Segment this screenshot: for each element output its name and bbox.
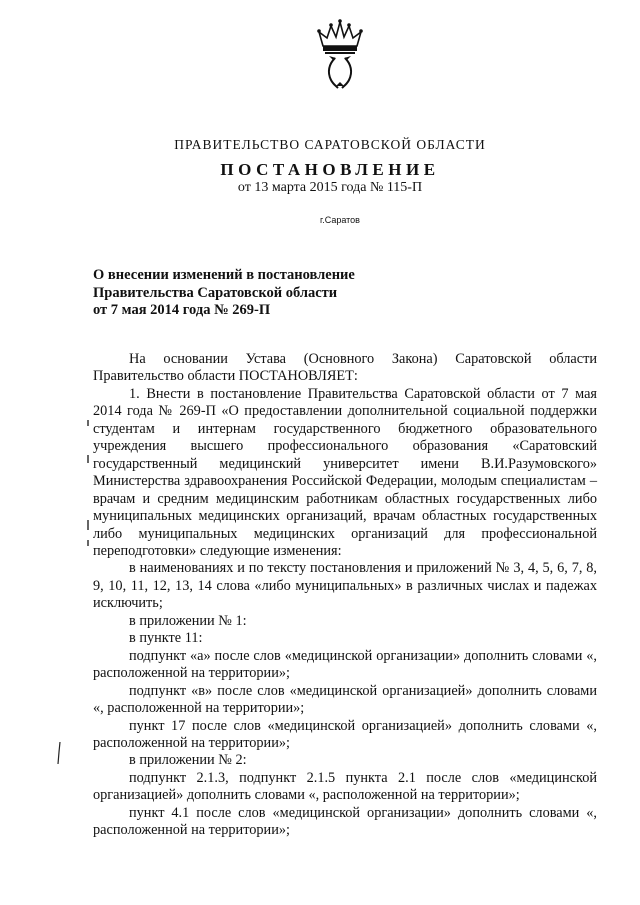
document-body — [93, 351, 597, 840]
body-paragraph: в наименованиях и по тексту постановления и приложений № 3, 4, 5, 6, 7, 8, 9, 10, 11, 12, 13, 14 слова «либо муниципальных» в различных числах и падежах исключить; — [93, 560, 597, 612]
body-paragraph: 1. Внести в постановление Правительства Саратовской области от 7 мая 2014 года № 269-П «О предоставлении дополнительной социальной поддержки студентам и интернам государственного бюджетного образовательного учреждения высшего профессионального образования «Саратовский государственный медицинский университет имени В.И.Разумовского» Министерства здравоохранения Российской Федерации, молодым специалистам – врачам и средним медицинским работникам областных государственных либо муниципальных медицинских организаций, врачам областных государственных либо муниципальных медицинских организаций для профессиональной переподготовки» следующие изменения: — [93, 385, 597, 559]
body-paragraph: подпункт «в» после слов «медицинской организацией» дополнить словами «, расположенной на территории»; — [93, 682, 597, 717]
body-paragraph: подпункт «а» после слов «медицинской организации» дополнить словами «, расположенной на территории»; — [93, 647, 597, 682]
body-paragraph: На основании Устава (Основного Закона) Саратовской области Правительство области ПОСТАНОВЛЯЕТ: — [93, 351, 597, 385]
scan-artifact-line — [87, 520, 89, 530]
document-type-title: ПОСТАНОВЛЕНИЕ — [220, 160, 440, 179]
document-date-number: от 13 марта 2015 года № 115-П — [237, 180, 423, 195]
margin-pen-mark — [56, 742, 62, 764]
scan-artifact-line — [87, 540, 89, 546]
saratov-coat-of-arms-crown-icon — [305, 18, 375, 90]
body-paragraph: в приложении № 1: — [129, 612, 247, 629]
body-paragraph: в приложении № 2: — [129, 752, 247, 769]
body-paragraph: подпункт 2.1.3, подпункт 2.1.5 пункта 2.1 после слов «медицинской организацией» дополнить словами «, расположенной на территории»; — [93, 769, 597, 804]
subject-line: О внесении изменений в постановление — [93, 267, 355, 283]
subject-line: от 7 мая 2014 года № 269-П — [93, 302, 271, 318]
scan-artifact-line — [87, 420, 89, 426]
body-paragraph: пункт 17 после слов «медицинской организацией» дополнить словами «, расположенной на территории»; — [93, 717, 597, 751]
document-subject — [93, 267, 413, 320]
body-paragraph: в пункте 11: — [129, 630, 203, 647]
subject-line: Правительства Саратовской области — [93, 284, 338, 301]
scan-artifact-line — [87, 455, 89, 463]
document-city: г.Саратов — [320, 215, 360, 225]
body-paragraph: пункт 4.1 после слов «медицинской организации» дополнить словами «, расположенной на территории»; — [93, 804, 597, 839]
government-name: ПРАВИТЕЛЬСТВО САРАТОВСКОЙ ОБЛАСТИ — [174, 137, 486, 152]
